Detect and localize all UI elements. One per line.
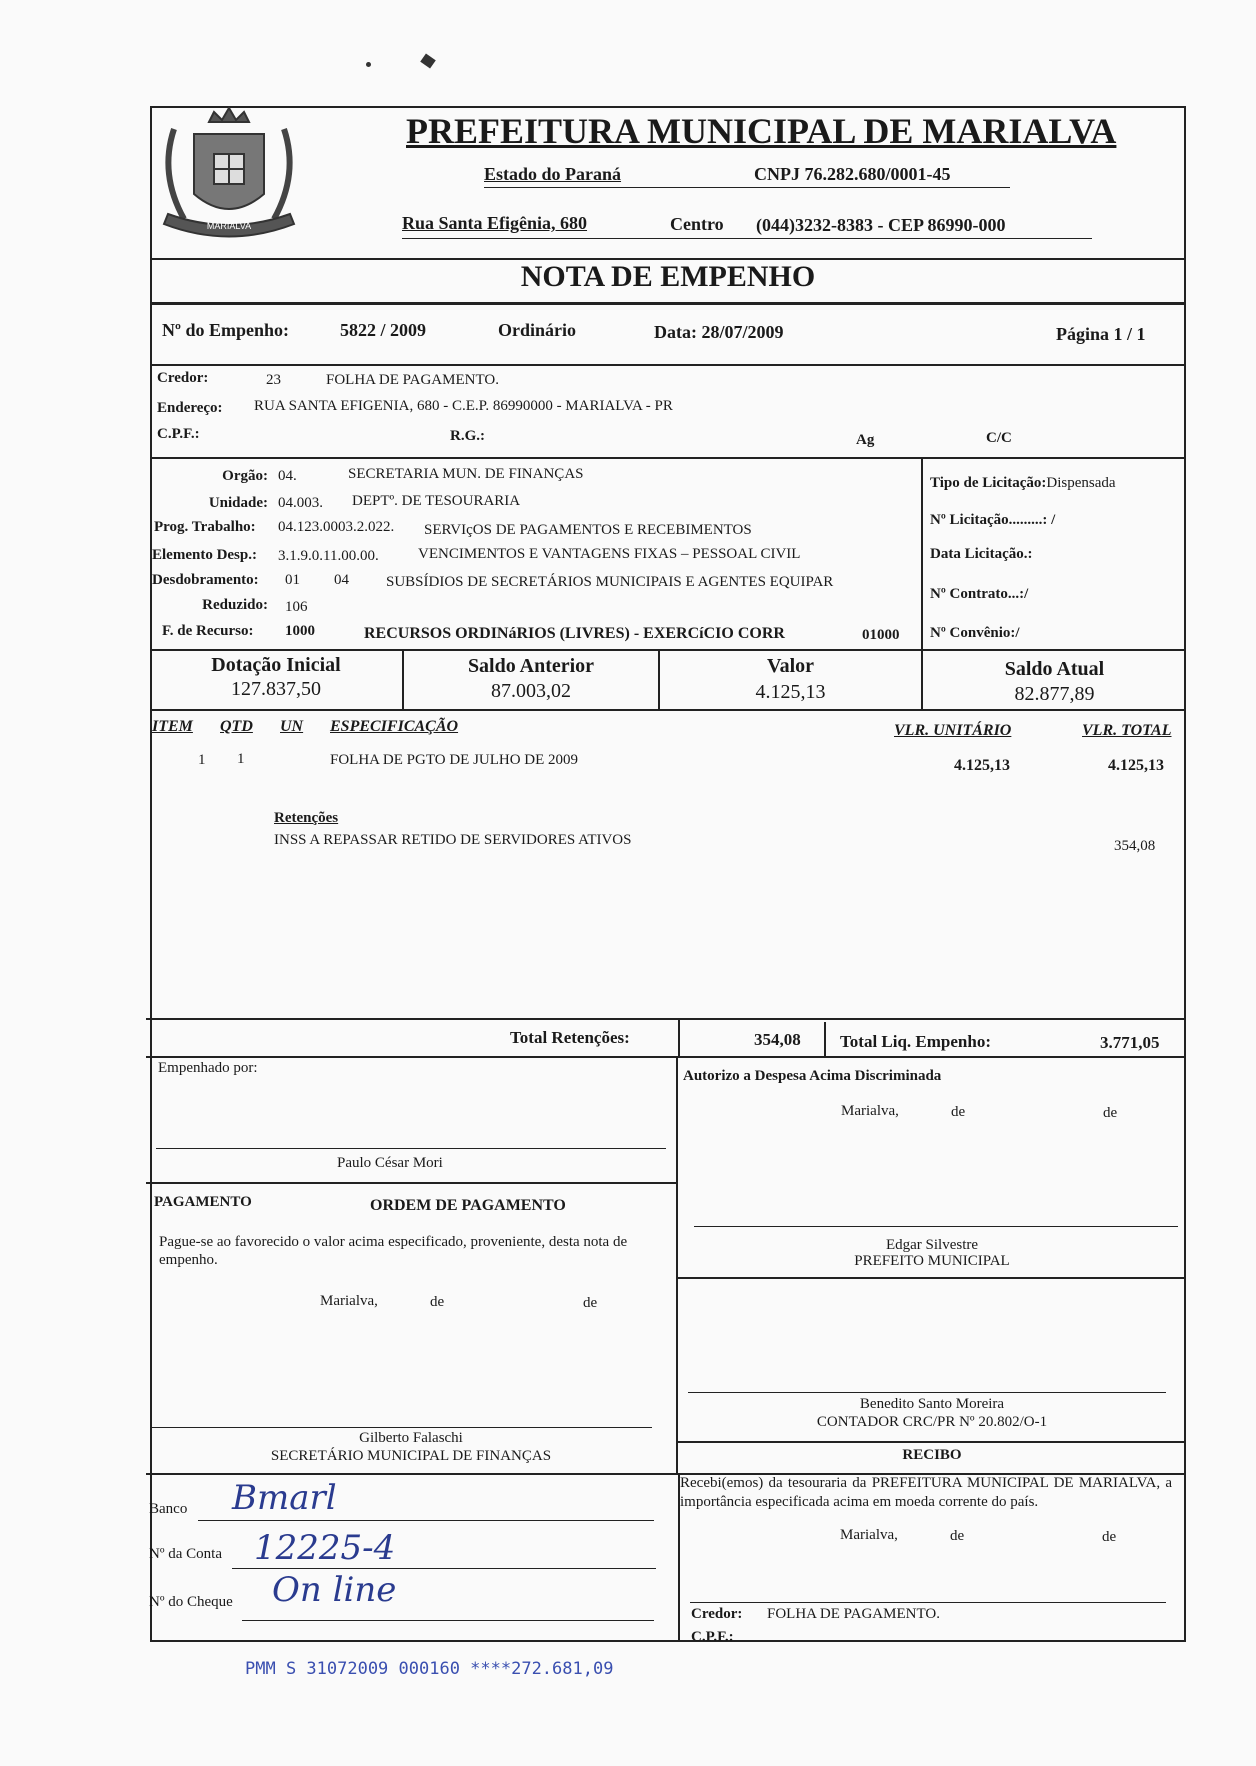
- bank-authentication-stamp: PMM S 31072009 000160 ****272.681,09: [245, 1659, 614, 1679]
- recibo-label: RECIBO: [902, 1447, 962, 1463]
- document-title: NOTA DE EMPENHO: [520, 260, 816, 293]
- address-field-label: Endereço:: [157, 400, 223, 416]
- credor-code: 23: [266, 372, 281, 388]
- unidade-label: Unidade:: [208, 495, 268, 511]
- conta-value: 12225-4: [254, 1528, 396, 1568]
- prefeito-cargo: PREFEITO MUNICIPAL: [854, 1253, 1010, 1269]
- header-underline: [484, 187, 1010, 188]
- total-retencoes-label: Total Retenções:: [510, 1028, 630, 1047]
- signature-line: [152, 1427, 652, 1428]
- header-underline: [402, 238, 1092, 239]
- credor-name: FOLHA DE PAGAMENTO.: [326, 372, 499, 388]
- divider: [146, 1056, 1186, 1058]
- divider: [150, 364, 1186, 366]
- cheque-label: Nº do Cheque: [149, 1594, 233, 1610]
- recibo-cpf-label: C.P.F.:: [691, 1629, 734, 1645]
- unidade-code: 04.003.: [278, 495, 323, 511]
- contador-cargo: CONTADOR CRC/PR Nº 20.802/O-1: [816, 1414, 1048, 1430]
- unidade-desc: DEPTº. DE TESOURARIA: [352, 493, 521, 509]
- total-liquido-label: Total Liq. Empenho:: [840, 1032, 991, 1051]
- col-header-item: ITEM: [152, 718, 193, 735]
- column-divider: [921, 458, 923, 650]
- input-line: [232, 1568, 656, 1569]
- contador-nome: Benedito Santo Moreira: [859, 1396, 1005, 1412]
- empenho-type: Ordinário: [498, 320, 577, 340]
- pagamento-label: PAGAMENTO: [154, 1194, 252, 1210]
- conta-label: Nº da Conta: [149, 1546, 222, 1562]
- col-header-vlr-unit: VLR. UNITÁRIO: [894, 722, 1012, 739]
- pagamento-de1: de: [430, 1294, 445, 1310]
- recibo-de1: de: [950, 1528, 965, 1544]
- secretario-nome: Gilberto Falaschi: [359, 1430, 463, 1446]
- item-vlr-unit: 4.125,13: [954, 757, 1010, 774]
- credor-address: RUA SANTA EFIGENIA, 680 - C.E.P. 86990000 - MARIALVA - PR: [254, 398, 673, 414]
- column-divider: [824, 1022, 826, 1056]
- item-vlr-total: 4.125,13: [1108, 757, 1164, 774]
- col-header-un: UN: [280, 718, 304, 735]
- prog-code: 04.123.0003.2.022.: [278, 519, 395, 535]
- orgao-label: Orgão:: [222, 468, 268, 484]
- state-label: Estado do Paraná: [484, 164, 622, 184]
- cc-label: C/C: [986, 430, 1012, 446]
- recurso-desc: RECURSOS ORDINáRIOS (LIVRES) - EXERCíCIO CORR: [364, 625, 785, 642]
- divider: [150, 302, 1186, 305]
- scan-mark: [366, 62, 371, 67]
- ordem-pagamento-label: ORDEM DE PAGAMENTO: [370, 1197, 566, 1214]
- prefeito-nome: Edgar Silvestre: [885, 1237, 979, 1253]
- valor-value: 4.125,13: [755, 681, 826, 703]
- retencao-desc: INSS A REPASSAR RETIDO DE SERVIDORES ATIVOS: [274, 832, 632, 848]
- address-label: Rua Santa Efigênia, 680: [402, 213, 588, 233]
- divider: [150, 709, 1186, 711]
- reduzido-label: Reduzido:: [202, 597, 268, 613]
- empenhado-por-label: Empenhado por:: [158, 1060, 258, 1076]
- desdobramento-desc: SUBSÍDIOS DE SECRETÁRIOS MUNICIPAIS E AGENTES EQUIPAR: [386, 574, 834, 590]
- licitacao-tipo-label: Tipo de Licitação:Dispensada: [930, 475, 1116, 491]
- valor-label: Valor: [766, 655, 815, 677]
- coat-of-arms-logo: [154, 104, 304, 252]
- pagamento-texto: Pague-se ao favorecido o valor acima especificado, proveniente, desta nota de empenho.: [159, 1234, 628, 1268]
- desdobramento-label: Desdobramento:: [152, 572, 259, 588]
- recibo-local: Marialva,: [840, 1527, 898, 1543]
- recurso-label: F. de Recurso:: [162, 623, 254, 639]
- divider: [150, 457, 1186, 459]
- pagamento-de2: de: [583, 1295, 598, 1311]
- item-number: 1: [198, 752, 206, 768]
- autorizo-de1: de: [951, 1104, 966, 1120]
- orgao-desc: SECRETARIA MUN. DE FINANÇAS: [348, 466, 584, 482]
- divider: [146, 1182, 678, 1184]
- district-label: Centro: [670, 214, 724, 234]
- scan-mark: [420, 53, 436, 68]
- saldo-anterior-label: Saldo Anterior: [467, 655, 595, 677]
- desdobramento-code2: 04: [334, 572, 349, 588]
- retencoes-label: Retenções: [274, 810, 339, 826]
- input-line: [198, 1520, 654, 1521]
- rg-label: R.G.:: [450, 428, 485, 444]
- saldo-anterior-value: 87.003,02: [491, 680, 571, 702]
- input-line: [242, 1620, 654, 1621]
- total-liquido-value: 3.771,05: [1100, 1033, 1160, 1052]
- credor-label: Credor:: [157, 370, 209, 386]
- convenio-numero: Nº Convênio:/: [930, 625, 1020, 641]
- recibo-credor-label: Credor:: [691, 1606, 743, 1622]
- phone-cep-label: (044)3232-8383 - CEP 86990-000: [756, 215, 1006, 235]
- licitacao-data: Data Licitação.:: [930, 546, 1033, 562]
- saldo-atual-label: Saldo Atual: [1004, 658, 1105, 680]
- saldo-atual-value: 82.877,89: [1014, 683, 1095, 705]
- ag-label: Ag: [856, 432, 875, 448]
- elemento-label: Elemento Desp.:: [152, 547, 257, 563]
- cheque-value: On line: [272, 1570, 397, 1610]
- col-header-espec: ESPECIFICAÇÃO: [330, 718, 459, 735]
- cnpj-label: CNPJ 76.282.680/0001-45: [754, 164, 951, 184]
- page-title: PREFEITURA MUNICIPAL DE MARIALVA: [406, 111, 1117, 151]
- svg-text:MARIALVA: MARIALVA: [206, 221, 252, 231]
- banco-label: Banco: [149, 1501, 188, 1517]
- secretario-cargo: SECRETÁRIO MUNICIPAL DE FINANÇAS: [270, 1448, 552, 1464]
- pagamento-local: Marialva,: [320, 1293, 378, 1309]
- prog-desc: SERVIçOS DE PAGAMENTOS E RECEBIMENTOS: [424, 522, 752, 538]
- reduzido-value: 106: [285, 599, 308, 615]
- recurso-code: 1000: [285, 623, 315, 639]
- recibo-de2: de: [1102, 1529, 1117, 1545]
- empenho-number: 5822 / 2009: [340, 320, 427, 340]
- item-qtd: 1: [237, 751, 245, 767]
- column-divider: [678, 1019, 680, 1057]
- column-divider: [678, 1474, 680, 1642]
- signature-line: [688, 1392, 1166, 1393]
- empenhado-por-nome: Paulo César Mori: [337, 1155, 443, 1171]
- divider: [678, 1277, 1186, 1279]
- retencao-value: 354,08: [1114, 838, 1156, 854]
- banco-value: Bmarl: [232, 1478, 337, 1518]
- col-header-qtd: QTD: [220, 718, 253, 735]
- item-espec: FOLHA DE PGTO DE JULHO DE 2009: [330, 752, 579, 768]
- page-number: Página 1 / 1: [1056, 324, 1146, 344]
- orgao-code: 04.: [278, 468, 297, 484]
- empenho-date: Data: 28/07/2009: [654, 322, 784, 342]
- divider: [678, 1441, 1186, 1443]
- signature-line: [690, 1602, 1166, 1603]
- total-retencoes-value: 354,08: [754, 1030, 801, 1049]
- recibo-texto: Recebi(emos) da tesouraria da PREFEITURA MUNICIPAL DE MARIALVA, a importância especificada acima em moeda corrente do país.: [680, 1475, 1172, 1510]
- licitacao-numero: Nº Licitação.........: /: [930, 512, 1056, 528]
- dotacao-value: 127.837,50: [231, 678, 321, 700]
- dotacao-label: Dotação Inicial: [211, 654, 341, 676]
- elemento-code: 3.1.9.0.11.00.00.: [278, 548, 379, 564]
- autorizo-label: Autorizo a Despesa Acima Discriminada: [683, 1068, 942, 1084]
- recibo-credor-value: FOLHA DE PAGAMENTO.: [767, 1606, 940, 1622]
- prog-label: Prog. Trabalho:: [154, 519, 256, 535]
- divider: [150, 649, 1186, 651]
- recurso-code2: 01000: [862, 627, 900, 643]
- divider: [146, 1018, 1186, 1020]
- col-header-vlr-total: VLR. TOTAL: [1082, 722, 1172, 739]
- autorizo-de2: de: [1103, 1105, 1118, 1121]
- desdobramento-code1: 01: [285, 572, 300, 588]
- signature-line: [694, 1226, 1178, 1227]
- cpf-label: C.P.F.:: [157, 426, 200, 442]
- elemento-desc: VENCIMENTOS E VANTAGENS FIXAS – PESSOAL CIVIL: [418, 546, 801, 562]
- contrato-numero: Nº Contrato...:/: [930, 586, 1029, 602]
- empenho-number-label: Nº do Empenho:: [162, 320, 289, 340]
- signature-line: [156, 1148, 666, 1149]
- autorizo-local: Marialva,: [841, 1103, 899, 1119]
